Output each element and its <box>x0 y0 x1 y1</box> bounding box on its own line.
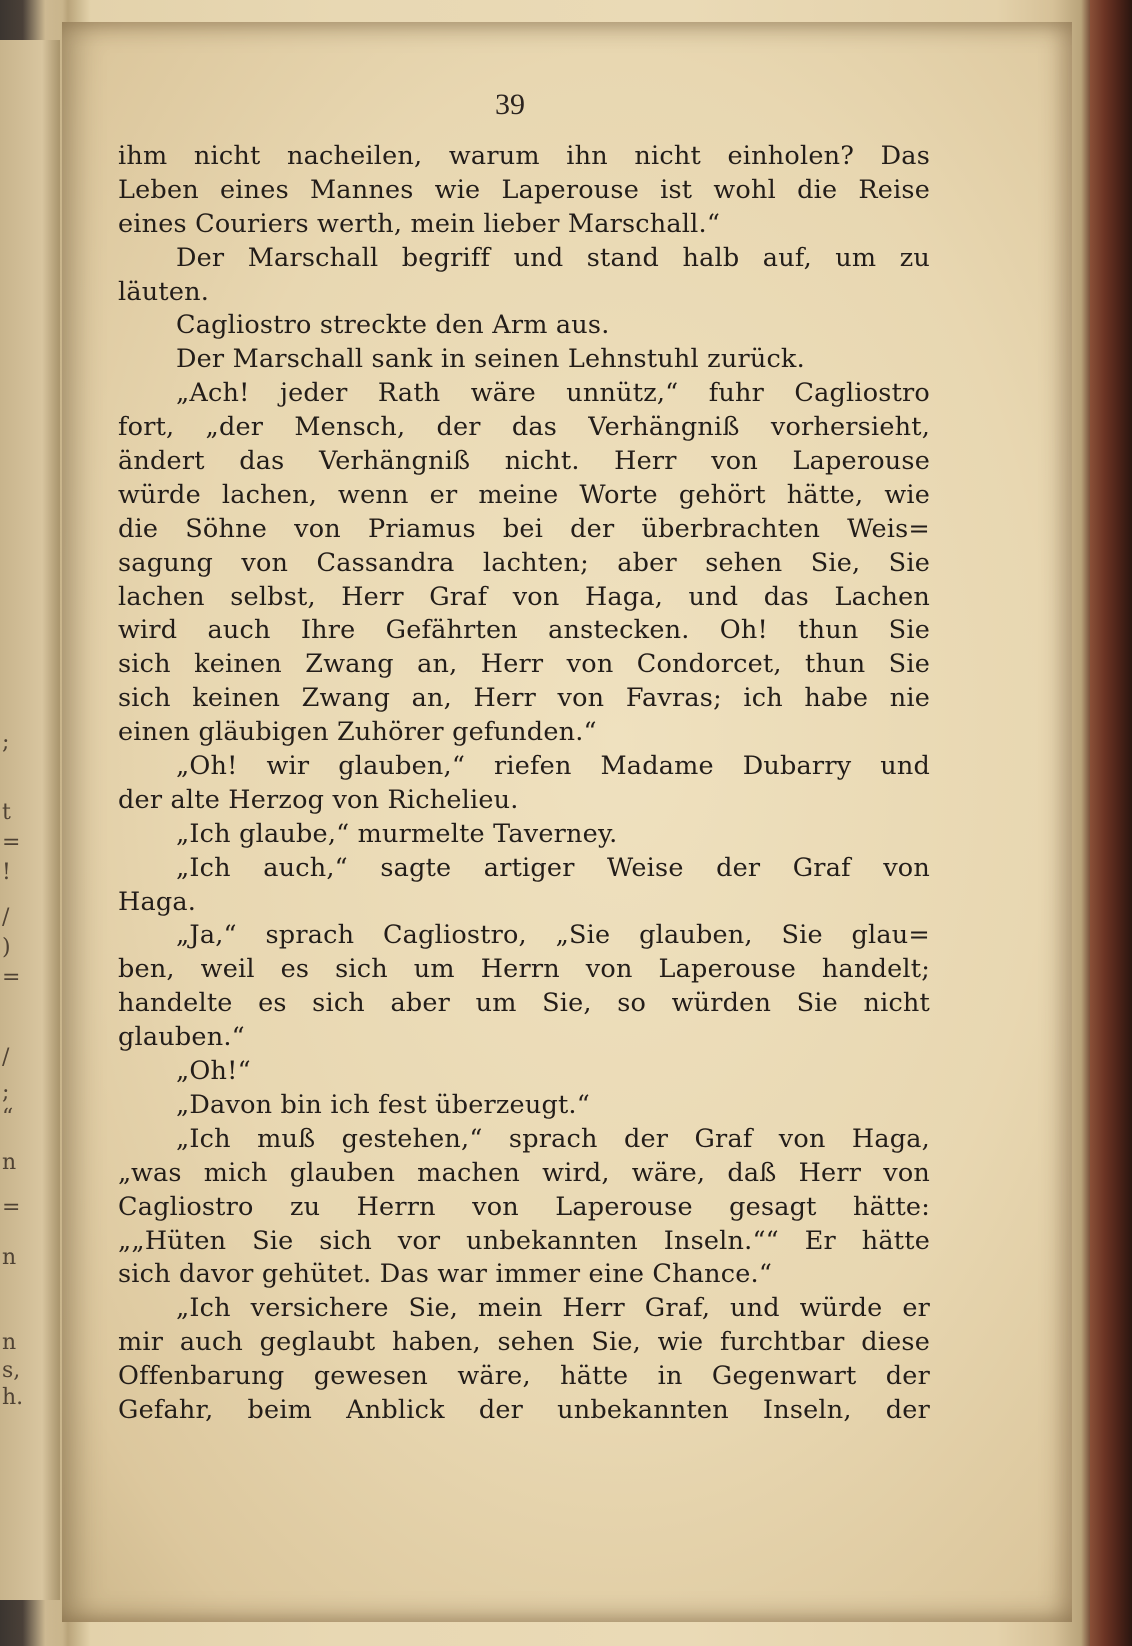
text-line: sich keinen Zwang an, Herr von Favras; ich habe nie <box>118 683 930 714</box>
left-page-text-fragment: = <box>2 965 21 990</box>
text-line: „Davon bin ich fest überzeugt.“ <box>176 1089 590 1120</box>
text-line: sich davor gehütet. Das war immer eine Chance.“ <box>118 1259 773 1290</box>
text-line: würde lachen, wenn er meine Worte gehört hätte, wie <box>118 479 930 510</box>
text-line: „Ich auch,“ sagte artiger Weise der Graf von <box>176 852 930 883</box>
left-page-text-fragment: “ <box>2 1105 14 1130</box>
left-page-edge <box>0 40 60 1600</box>
left-page-text-fragment: / <box>2 1045 10 1070</box>
text-line: „„Hüten Sie sich vor unbekannten Inseln.““ Er hätte <box>118 1225 930 1256</box>
text-line: „Ich glaube,“ murmelte Taverney. <box>176 818 618 849</box>
left-page-text-fragment: n <box>2 1150 17 1175</box>
text-line: sich keinen Zwang an, Herr von Condorcet, thun Sie <box>118 649 930 680</box>
text-line: die Söhne von Priamus bei der überbrachten Weis= <box>118 513 930 544</box>
left-page-text-fragment: / <box>2 905 10 930</box>
left-page-text-fragment: ! <box>2 860 11 885</box>
text-line: ändert das Verhängniß nicht. Herr von Laperouse <box>118 446 930 477</box>
text-line: wird auch Ihre Gefährten anstecken. Oh! thun Sie <box>118 615 930 646</box>
left-page-text-fragment: ; <box>2 730 10 755</box>
text-line: „Ja,“ sprach Cagliostro, „Sie glauben, Sie glau= <box>176 920 930 951</box>
text-line: mir auch geglaubt haben, sehen Sie, wie furchtbar diese <box>118 1327 930 1358</box>
page-number: 39 <box>495 88 525 121</box>
left-page-text-fragment: t <box>2 800 11 825</box>
text-line: Cagliostro streckte den Arm aus. <box>176 310 610 341</box>
page-text <box>118 140 930 1428</box>
text-line: Gefahr, beim Anblick der unbekannten Inseln, der <box>118 1394 930 1425</box>
text-line: „Oh!“ <box>176 1056 251 1087</box>
text-line: einen gläubigen Zuhörer gefunden.“ <box>118 717 597 748</box>
left-page-text-fragment: n <box>2 1245 17 1270</box>
text-line: ihm nicht nacheilen, warum ihn nicht einholen? Das <box>118 141 930 171</box>
text-line: handelte es sich aber um Sie, so würden Sie nicht <box>118 988 930 1019</box>
text-line: Der Marschall sank in seinen Lehnstuhl zurück. <box>176 344 805 375</box>
text-line: eines Couriers werth, mein lieber Marschall.“ <box>118 208 721 239</box>
text-line: Haga. <box>118 886 197 917</box>
text-line: läuten. <box>118 276 210 307</box>
text-line: „Ach! jeder Rath wäre unnütz,“ fuhr Cagliostro <box>176 378 930 409</box>
text-line: fort, „der Mensch, der das Verhängniß vorhersieht, <box>118 412 930 443</box>
left-page-text-fragment: n <box>2 1330 17 1355</box>
left-page-text-fragment: s, <box>2 1358 21 1383</box>
text-line: lachen selbst, Herr Graf von Haga, und das Lachen <box>118 581 930 612</box>
text-line: Cagliostro zu Herrn von Laperouse gesagt hätte: <box>118 1191 930 1222</box>
left-page-text-fragment: ) <box>2 935 11 960</box>
left-page-text-fragment: h. <box>2 1385 24 1410</box>
left-page-text-fragment: ; <box>2 1080 10 1105</box>
text-line: „was mich glauben machen wird, wäre, daß Herr von <box>118 1157 930 1188</box>
text-line: ben, weil es sich um Herrn von Laperouse handelt; <box>118 954 930 985</box>
left-page-text-fragment: = <box>2 1195 21 1220</box>
text-line: glauben.“ <box>118 1022 245 1053</box>
book-binding-edge <box>1090 0 1132 1646</box>
text-line: „Oh! wir glauben,“ riefen Madame Dubarry und <box>176 751 930 782</box>
text-line: Der Marschall begriff und stand halb auf, um zu <box>176 242 930 273</box>
left-page-text-fragment: = <box>2 830 21 855</box>
text-line: sagung von Cassandra lachten; aber sehen Sie, Sie <box>118 547 930 578</box>
text-line: der alte Herzog von Richelieu. <box>118 784 519 815</box>
text-line: Offenbarung gewesen wäre, hätte in Gegenwart der <box>118 1361 930 1392</box>
text-line: „Ich versichere Sie, mein Herr Graf, und würde er <box>176 1293 930 1324</box>
text-line: „Ich muß gestehen,“ sprach der Graf von Haga, <box>176 1123 930 1154</box>
text-line: Leben eines Mannes wie Laperouse ist wohl die Reise <box>118 174 930 205</box>
